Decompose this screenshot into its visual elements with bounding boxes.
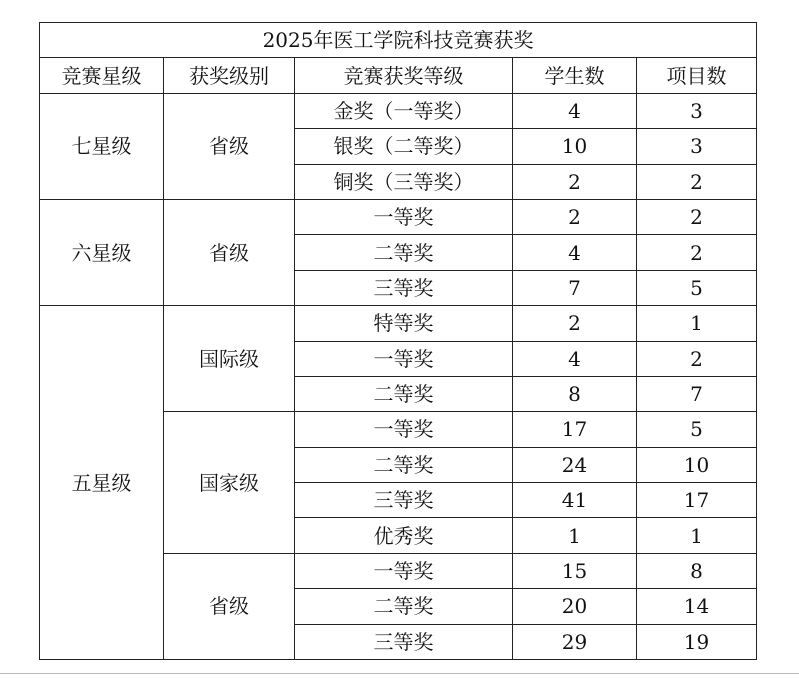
project-count-cell: 2	[637, 164, 757, 199]
star-level-cell: 七星级	[40, 93, 164, 199]
student-count-cell: 10	[513, 129, 637, 164]
student-count-cell: 4	[513, 93, 637, 128]
header-star-level: 竞赛星级	[40, 58, 164, 93]
awards-table	[39, 22, 757, 660]
award-grade-cell: 一等奖	[295, 553, 513, 588]
award-grade-cell: 二等奖	[295, 447, 513, 482]
project-count-cell: 17	[637, 483, 757, 518]
project-count-cell: 1	[637, 518, 757, 553]
project-count-cell: 5	[637, 412, 757, 447]
award-grade-cell: 二等奖	[295, 235, 513, 270]
project-count-cell: 14	[637, 589, 757, 624]
table-title: 2025年医工学院科技竞赛获奖	[40, 23, 757, 58]
student-count-cell: 7	[513, 270, 637, 305]
header-project-count: 项目数	[637, 58, 757, 93]
header-award-grade: 竞赛获奖等级	[295, 58, 513, 93]
student-count-cell: 4	[513, 341, 637, 376]
award-level-cell: 国家级	[164, 412, 295, 554]
star-level-cell: 六星级	[40, 199, 164, 305]
star-level-cell: 五星级	[40, 306, 164, 660]
award-grade-cell: 特等奖	[295, 306, 513, 341]
student-count-cell: 29	[513, 624, 637, 659]
header-award-level: 获奖级别	[164, 58, 295, 93]
header-row	[40, 58, 757, 93]
project-count-cell: 2	[637, 235, 757, 270]
table-body	[40, 93, 757, 659]
award-grade-cell: 金奖（一等奖）	[295, 93, 513, 128]
header-student-count: 学生数	[513, 58, 637, 93]
project-count-cell: 2	[637, 341, 757, 376]
student-count-cell: 1	[513, 518, 637, 553]
award-grade-cell: 一等奖	[295, 199, 513, 234]
student-count-cell: 2	[513, 164, 637, 199]
award-grade-cell: 银奖（二等奖）	[295, 129, 513, 164]
award-grade-cell: 二等奖	[295, 376, 513, 411]
project-count-cell: 1	[637, 306, 757, 341]
award-level-cell: 省级	[164, 553, 295, 659]
award-grade-cell: 优秀奖	[295, 518, 513, 553]
student-count-cell: 20	[513, 589, 637, 624]
student-count-cell: 2	[513, 199, 637, 234]
award-grade-cell: 铜奖（三等奖）	[295, 164, 513, 199]
award-grade-cell: 三等奖	[295, 624, 513, 659]
award-grade-cell: 三等奖	[295, 270, 513, 305]
student-count-cell: 2	[513, 306, 637, 341]
award-grade-cell: 一等奖	[295, 412, 513, 447]
award-level-cell: 省级	[164, 199, 295, 305]
table-row	[40, 199, 757, 234]
project-count-cell: 3	[637, 93, 757, 128]
project-count-cell: 2	[637, 199, 757, 234]
student-count-cell: 41	[513, 483, 637, 518]
student-count-cell: 15	[513, 553, 637, 588]
award-level-cell: 国际级	[164, 306, 295, 412]
project-count-cell: 8	[637, 553, 757, 588]
award-grade-cell: 三等奖	[295, 483, 513, 518]
table-row	[40, 93, 757, 128]
student-count-cell: 4	[513, 235, 637, 270]
award-level-cell: 省级	[164, 93, 295, 199]
page-bottom-divider	[0, 673, 799, 674]
table-row	[40, 306, 757, 341]
award-grade-cell: 一等奖	[295, 341, 513, 376]
project-count-cell: 7	[637, 376, 757, 411]
student-count-cell: 17	[513, 412, 637, 447]
student-count-cell: 8	[513, 376, 637, 411]
project-count-cell: 5	[637, 270, 757, 305]
award-grade-cell: 二等奖	[295, 589, 513, 624]
project-count-cell: 10	[637, 447, 757, 482]
project-count-cell: 3	[637, 129, 757, 164]
project-count-cell: 19	[637, 624, 757, 659]
student-count-cell: 24	[513, 447, 637, 482]
